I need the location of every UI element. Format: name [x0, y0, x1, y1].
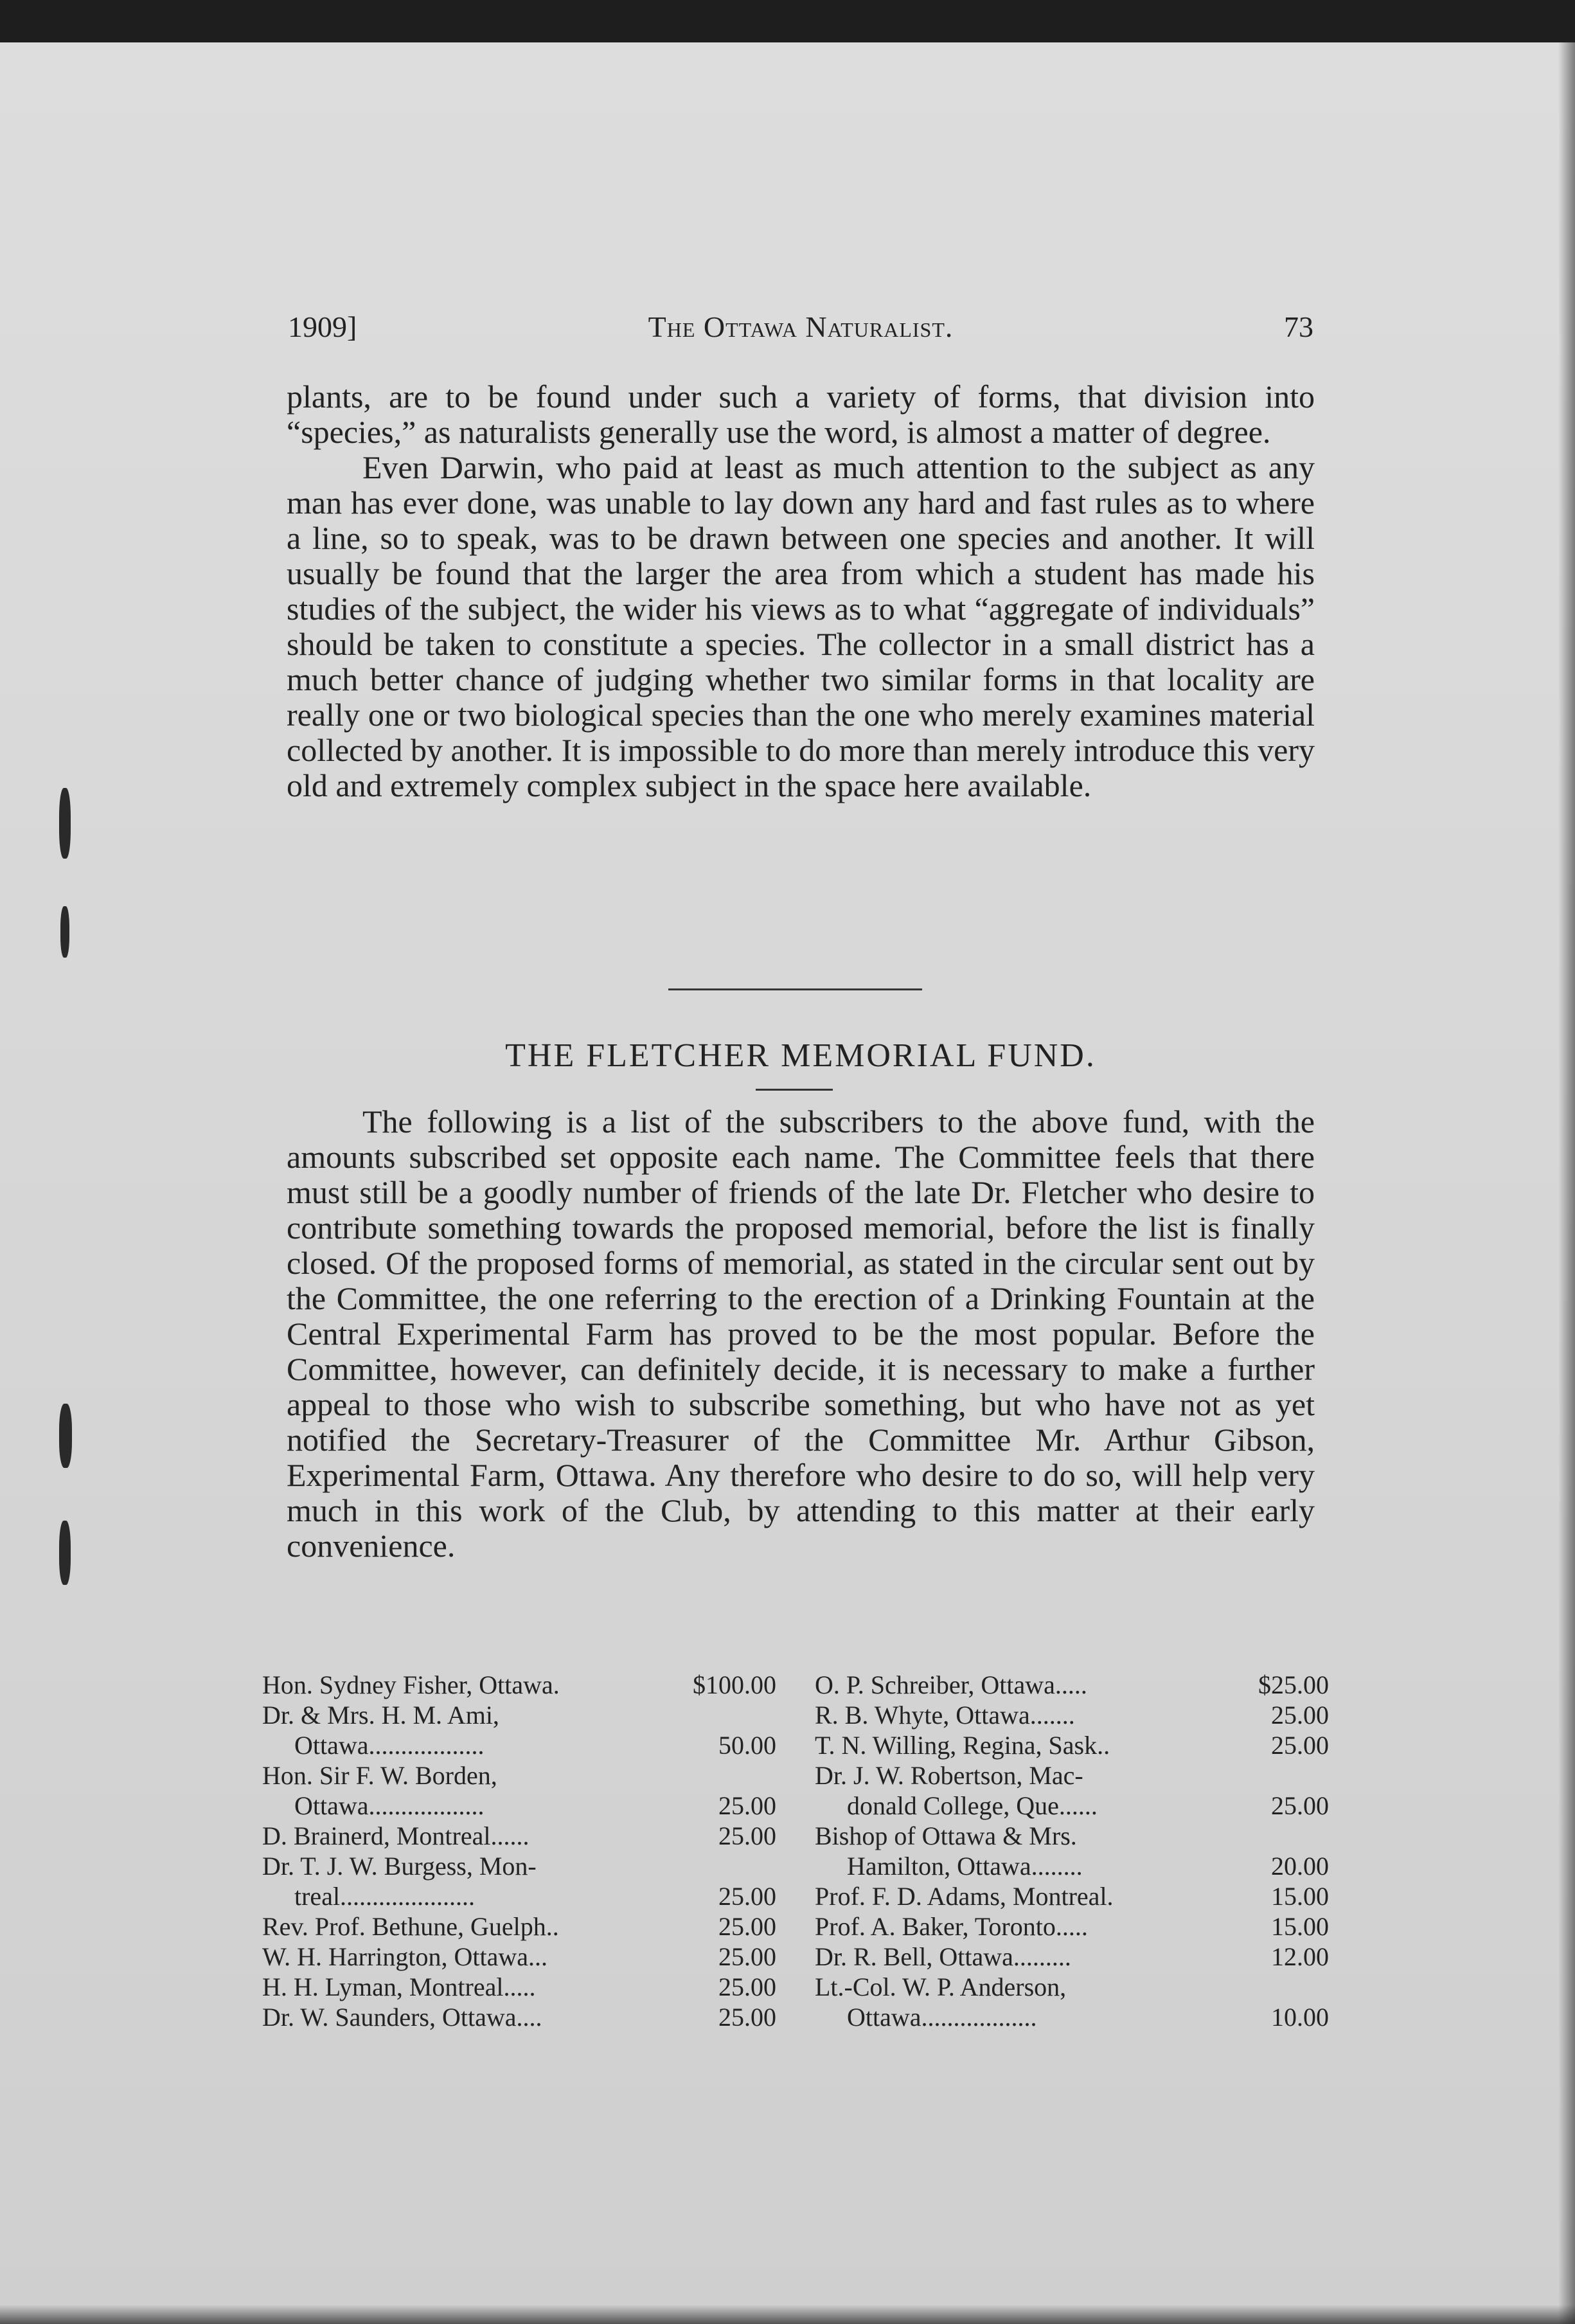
- subscriber-name-continued: treal.....................: [294, 1882, 476, 1911]
- subscriber-amount: 25.00: [718, 1821, 776, 1850]
- subscriber-name: Dr. W. Saunders, Ottawa....: [262, 2003, 542, 2032]
- subscriber-entry: [262, 2002, 776, 2032]
- subscriber-amount: 25.00: [718, 1882, 776, 1911]
- subscriber-entry: [262, 1851, 776, 1911]
- subscriber-amount: 10.00: [1271, 2003, 1329, 2032]
- subscriber-name: Dr. T. J. W. Burgess, Mon-: [262, 1852, 537, 1881]
- subscriber-amount: 25.00: [718, 1972, 776, 2001]
- intro-paragraph-1: plants, are to be found under such a variety of forms, that division into “species,” as naturalists generally use the word, is almost a matter of degree.: [287, 379, 1315, 450]
- subscriber-name-continued: Ottawa..................: [294, 1791, 485, 1820]
- header-journal-title: The Ottawa Naturalist.: [648, 310, 954, 343]
- subscriber-name: Prof. A. Baker, Toronto.....: [815, 1912, 1088, 1941]
- subscriber-amount: 25.00: [1271, 1731, 1329, 1760]
- subscriber-entry: [262, 1821, 776, 1851]
- intro-text: [287, 379, 1315, 803]
- subscriber-name: D. Brainerd, Montreal......: [262, 1821, 529, 1850]
- subscriber-amount: 15.00: [1271, 1912, 1329, 1941]
- subscriber-entry: [262, 1700, 776, 1760]
- subscriber-amount: 25.00: [718, 1912, 776, 1941]
- section-title: THE FLETCHER MEMORIAL FUND.: [505, 1037, 1096, 1074]
- page-edge-shadow: [1558, 42, 1575, 2324]
- binding-mark: [59, 788, 71, 859]
- subscribers-list-left: [262, 1670, 776, 2032]
- subscriber-name-continued: Hamilton, Ottawa........: [847, 1852, 1083, 1881]
- intro-paragraph-2: Even Darwin, who paid at least as much attention to the subject as any man has ever done, was unable to lay down any hard and fast rules as to where a line, so to speak, was to be drawn between one species and another. It will usually be found that the larger the area from which a student has made his studies of the subject, the wider his views as to what “aggregate of individuals” should be taken to constitute a species. The collector in a small district has a much better chance of judging whether two similar forms in that locality are really one or two biological species than the one who merely examines material collected by another. It is impossible to do more than merely introduce this very old and extremely complex subject in the space here available.: [287, 449, 1315, 803]
- title-underline: [756, 1089, 833, 1091]
- subscriber-name: Hon. Sir F. W. Borden,: [262, 1761, 497, 1790]
- subscriber-entry: [262, 1760, 776, 1821]
- subscriber-name: H. H. Lyman, Montreal.....: [262, 1972, 536, 2001]
- subscriber-name: Bishop of Ottawa & Mrs.: [815, 1821, 1077, 1850]
- section-divider: [668, 988, 922, 990]
- subscriber-amount: 15.00: [1271, 1882, 1329, 1911]
- subscriber-name: Dr. J. W. Robertson, Mac-: [815, 1761, 1083, 1790]
- subscriber-amount: 25.00: [718, 2003, 776, 2032]
- subscriber-amount: 25.00: [718, 1791, 776, 1820]
- subscriber-entry: [815, 1670, 1329, 1700]
- subscriber-amount: 25.00: [718, 1942, 776, 1971]
- subscriber-name-continued: Ottawa..................: [847, 2003, 1037, 2032]
- subscriber-entry: [815, 1821, 1329, 1881]
- header-page-number: 73: [1284, 310, 1313, 343]
- subscriber-amount: 20.00: [1271, 1852, 1329, 1881]
- subscribers-list-right: [815, 1670, 1329, 2032]
- subscriber-amount: 25.00: [1271, 1701, 1329, 1730]
- subscriber-name: Lt.-Col. W. P. Anderson,: [815, 1972, 1067, 2001]
- subscriber-name-continued: donald College, Que......: [847, 1791, 1098, 1820]
- header-year: 1909]: [288, 310, 357, 343]
- subscriber-name: O. P. Schreiber, Ottawa.....: [815, 1670, 1087, 1699]
- subscriber-amount: 50.00: [718, 1731, 776, 1760]
- subscriber-amount: $100.00: [693, 1670, 776, 1699]
- subscriber-entry: [262, 1670, 776, 1700]
- binding-mark: [59, 1521, 71, 1585]
- subscriber-name: Dr. & Mrs. H. M. Ami,: [262, 1701, 499, 1730]
- running-header: [288, 305, 1313, 350]
- subscriber-name-continued: Ottawa..................: [294, 1731, 485, 1760]
- subscriber-name: Prof. F. D. Adams, Montreal.: [815, 1882, 1114, 1911]
- subscriber-entry: [815, 1942, 1329, 1972]
- subscriber-amount: 12.00: [1271, 1942, 1329, 1971]
- subscriber-amount: 25.00: [1271, 1791, 1329, 1820]
- subscriber-entry: [815, 1911, 1329, 1942]
- subscriber-entry: [815, 1700, 1329, 1730]
- subscriber-entry: [815, 1730, 1329, 1760]
- binding-mark: [60, 906, 69, 958]
- subscriber-name: Dr. R. Bell, Ottawa.........: [815, 1942, 1071, 1971]
- subscriber-entry: [262, 1911, 776, 1942]
- subscriber-entry: [262, 1972, 776, 2002]
- subscriber-entry: [815, 1760, 1329, 1821]
- subscriber-name: Hon. Sydney Fisher, Ottawa.: [262, 1670, 560, 1699]
- subscriber-entry: [262, 1942, 776, 1972]
- subscriber-name: Rev. Prof. Bethune, Guelph..: [262, 1912, 559, 1941]
- subscriber-name: T. N. Willing, Regina, Sask..: [815, 1731, 1110, 1760]
- page-bottom-shadow: [0, 2305, 1575, 2324]
- subscriber-amount: $25.00: [1258, 1670, 1329, 1699]
- subscriber-name: R. B. Whyte, Ottawa.......: [815, 1701, 1075, 1730]
- subscriber-name: W. H. Harrington, Ottawa...: [262, 1942, 547, 1971]
- section-body: [287, 1104, 1315, 1564]
- subscriber-entry: [815, 1972, 1329, 2032]
- section-body-paragraph: The following is a list of the subscribers to the above fund, with the amounts subscribed set opposite each name. The Committee feels that there must still be a goodly number of friends of the late Dr. Fletcher who desire to contribute something towards the proposed memorial, before the list is finally closed. Of the proposed forms of memorial, as stated in the circular sent out by the Committee, the one referring to the erection of a Drinking Fountain at the Central Experimental Farm has proved to be the most popular. Before the Committee, however, can definitely decide, it is necessary to make a further appeal to those who wish to subscribe something, but who have not as yet notified the Secretary-Treasurer of the Committee Mr. Arthur Gibson, Experimental Farm, Ottawa. Any therefore who desire to do so, will help very much in this work of the Club, by attending to this matter at their early convenience.: [287, 1104, 1315, 1564]
- binding-mark: [59, 1404, 72, 1468]
- subscriber-entry: [815, 1881, 1329, 1911]
